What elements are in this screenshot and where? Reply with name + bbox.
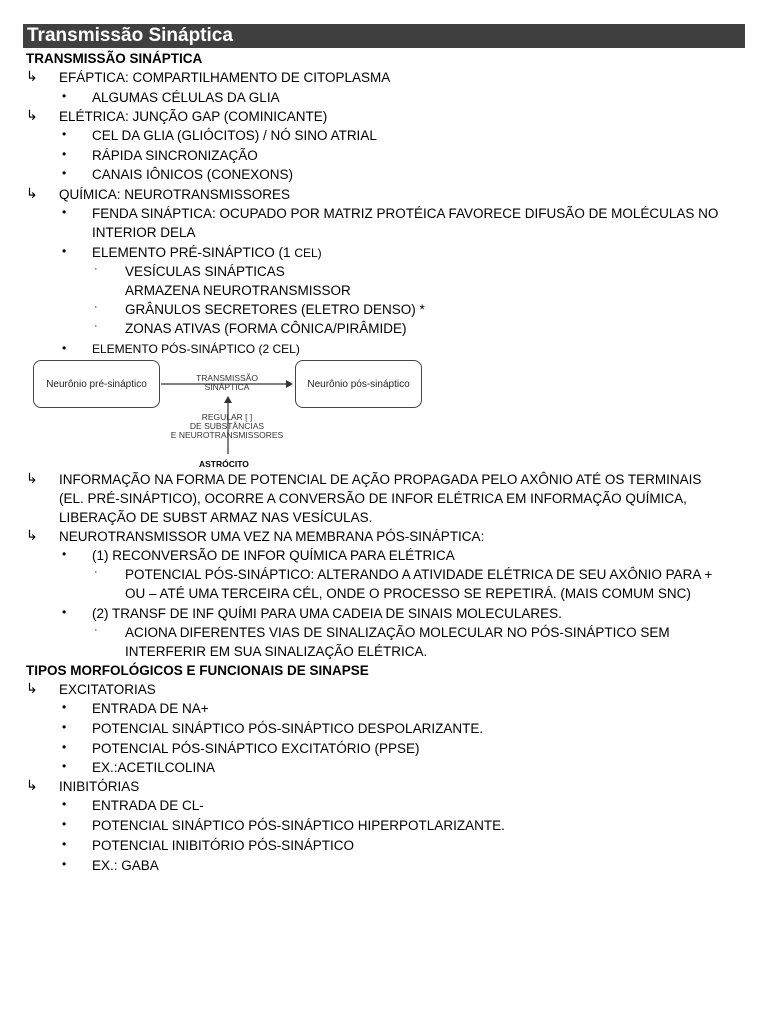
- post-synaptic-label: Neurônio pós-sináptico: [307, 378, 410, 390]
- arrow-bullet-icon: ↳: [26, 107, 38, 123]
- list-item: ENTRADA DE CL-: [92, 798, 204, 813]
- list-item: POTENCIAL SINÁPTICO PÓS-SINÁPTICO HIPERPOTLARIZANTE.: [92, 818, 505, 833]
- astrocyte-label: ASTRÓCITO: [199, 459, 249, 469]
- list-item: ELÉTRICA: JUNÇÃO GAP (COMINICANTE): [59, 109, 328, 124]
- sub-bullet-icon: ·: [94, 301, 98, 313]
- section-heading: TRANSMISSÃO SINÁPTICA: [26, 51, 203, 66]
- paragraph-line: INFORMAÇÃO NA FORMA DE POTENCIAL DE AÇÃO PROPAGADA PELO AXÔNIO ATÉ OS TERMINAIS: [59, 472, 702, 487]
- sub-bullet-icon: ·: [94, 263, 98, 275]
- bullet-icon: •: [62, 740, 67, 754]
- list-item: EFÁPTICA: COMPARTILHAMENTO DE CITOPLASMA: [59, 70, 391, 85]
- bullet-icon: •: [62, 341, 67, 355]
- list-item-text: ELEMENTO PRÉ-SINÁPTICO (1: [92, 245, 291, 260]
- arrow-bullet-icon: ↳: [26, 777, 38, 793]
- sub-list-item: POTENCIAL PÓS-SINÁPTICO: ALTERANDO A ATIVIDADE ELÉTRICA DE SEU AXÔNIO PARA +: [125, 567, 713, 582]
- sub-list-item: GRÂNULOS SECRETORES (ELETRO DENSO) *: [125, 302, 425, 317]
- regulation-arrowhead: [224, 396, 232, 403]
- sub-list-item: ZONAS ATIVAS (FORMA CÔNICA/PIRÂMIDE): [125, 321, 407, 336]
- transmission-arrowhead: [286, 380, 293, 388]
- list-item: POTENCIAL PÓS-SINÁPTICO EXCITATÓRIO (PPSE): [92, 741, 420, 756]
- sub-list-item-continuation: ARMAZENA NEUROTRANSMISSOR: [125, 283, 351, 298]
- paragraph-line: LIBERAÇÃO DE SUBST ARMAZ NAS VESÍCULAS.: [59, 510, 373, 525]
- regulation-label: REGULAR [ ] DE SUBSTÂNCIAS E NEUROTRANSMISSORES: [170, 412, 284, 440]
- list-item: CANAIS IÔNICOS (CONEXONS): [92, 167, 294, 182]
- list-item: (2) TRANSF DE INF QUÍMI PARA UMA CADEIA DE SINAIS MOLECULARES.: [92, 606, 562, 621]
- arrow-bullet-icon: ↳: [26, 470, 38, 486]
- bullet-icon: •: [62, 547, 67, 561]
- list-item: EXCITATORIAS: [59, 682, 156, 697]
- bullet-icon: •: [62, 205, 67, 219]
- list-item: FENDA SINÁPTICA: OCUPADO POR MATRIZ PROTÉICA FAVORECE DIFUSÃO DE MOLÉCULAS NO: [92, 206, 719, 221]
- list-item: ENTRADA DE NA+: [92, 701, 209, 716]
- bullet-icon: •: [62, 89, 67, 103]
- pre-synaptic-label: Neurônio pré-sináptico: [46, 378, 147, 390]
- arrow-bullet-icon: ↳: [26, 527, 38, 543]
- list-item: POTENCIAL SINÁPTICO PÓS-SINÁPTICO DESPOLARIZANTE.: [92, 721, 484, 736]
- list-item-continuation: INTERIOR DELA: [92, 225, 196, 240]
- bullet-icon: •: [62, 720, 67, 734]
- sub-bullet-icon: ·: [94, 624, 98, 636]
- bullet-icon: •: [62, 857, 67, 871]
- list-item-text-small: CEL): [294, 246, 322, 260]
- list-item: ALGUMAS CÉLULAS DA GLIA: [92, 90, 280, 105]
- sub-list-item: ACIONA DIFERENTES VIAS DE SINALIZAÇÃO MOLECULAR NO PÓS-SINÁPTICO SEM: [125, 625, 670, 640]
- sub-list-item: VESÍCULAS SINÁPTICAS: [125, 264, 285, 279]
- bullet-icon: •: [62, 837, 67, 851]
- bullet-icon: •: [62, 127, 67, 141]
- bullet-icon: •: [62, 147, 67, 161]
- section-heading: TIPOS MORFOLÓGICOS E FUNCIONAIS DE SINAPSE: [26, 663, 369, 678]
- bullet-icon: •: [62, 797, 67, 811]
- arrow-bullet-icon: ↳: [26, 680, 38, 696]
- list-item: EX.:ACETILCOLINA: [92, 760, 216, 775]
- arrow-bullet-icon: ↳: [26, 68, 38, 84]
- bullet-icon: •: [62, 759, 67, 773]
- bullet-icon: •: [62, 700, 67, 714]
- bullet-icon: •: [62, 605, 67, 619]
- arrow-bullet-icon: ↳: [26, 185, 38, 201]
- list-item: INIBITÓRIAS: [59, 779, 140, 794]
- bullet-icon: •: [62, 817, 67, 831]
- list-item: CEL DA GLIA (GLIÓCITOS) / NÓ SINO ATRIAL: [92, 128, 377, 143]
- bullet-icon: •: [62, 244, 67, 258]
- paragraph-line: NEUROTRANSMISSOR UMA VEZ NA MEMBRANA PÓS-SINÁPTICA:: [59, 529, 485, 544]
- page-title: Transmissão Sináptica: [23, 24, 745, 48]
- list-item: RÁPIDA SINCRONIZAÇÃO: [92, 148, 258, 163]
- bullet-icon: •: [62, 166, 67, 180]
- list-item: POTENCIAL INIBITÓRIO PÓS-SINÁPTICO: [92, 838, 355, 853]
- list-item: EX.: GABA: [92, 858, 159, 873]
- list-item: QUÍMICA: NEUROTRANSMISSORES: [59, 187, 291, 202]
- sub-bullet-icon: ·: [94, 320, 98, 332]
- sub-list-item-continuation: INTERFERIR EM SUA SINALIZAÇÃO ELÉTRICA.: [125, 644, 428, 659]
- list-item: (1) RECONVERSÃO DE INFOR QUÍMICA PARA ELÉTRICA: [92, 548, 455, 563]
- list-item: ELEMENTO PÓS-SINÁPTICO (2 CEL): [92, 342, 300, 356]
- diagram-arrows: [0, 0, 768, 480]
- transmission-label: TRANSMISSÃO SINÁPTICA: [196, 373, 258, 392]
- sub-bullet-icon: ·: [94, 566, 98, 578]
- paragraph-line: (EL. PRÉ-SINÁPTICO), OCORRE A CONVERSÃO DE INFOR ELÉTRICA EM INFORMAÇÃO QUÍMICA,: [59, 491, 687, 506]
- sub-list-item-continuation: OU – ATÉ UMA TERCEIRA CÉL, ONDE O PROCESSO SE REPETIRÁ. (MAIS COMUM SNC): [125, 586, 691, 601]
